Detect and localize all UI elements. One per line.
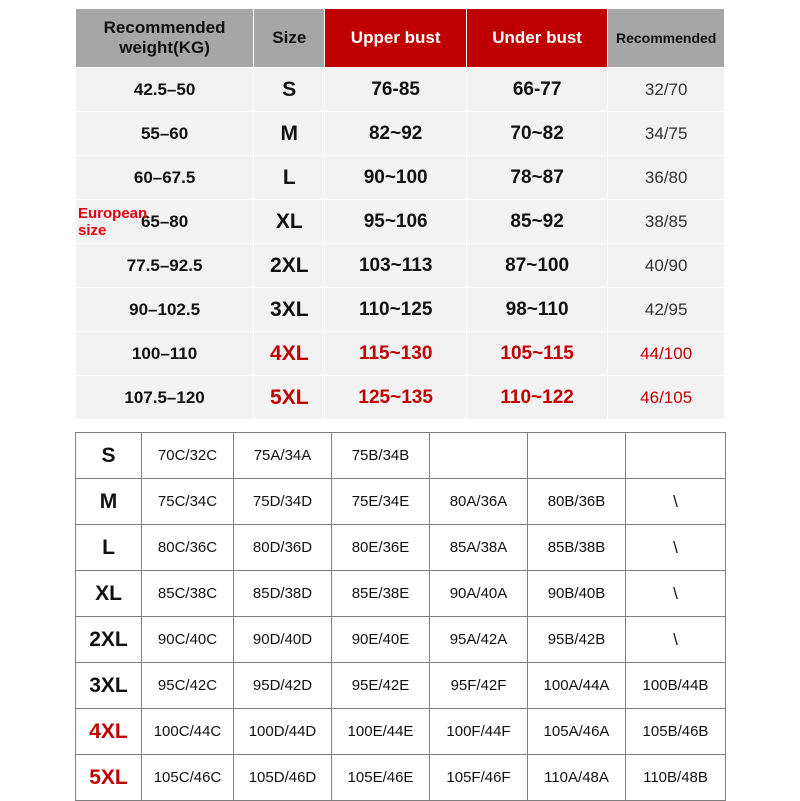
size-chart-cup-table xyxy=(75,432,726,801)
cell-recommended: 46/105 xyxy=(608,376,725,420)
header-under-bust: Under bust xyxy=(466,9,607,68)
cell-under-bust: 78~87 xyxy=(466,156,607,200)
cell-size: M xyxy=(76,479,142,525)
cell-size: 5XL xyxy=(254,376,325,420)
cell-upper-bust: 82~92 xyxy=(325,112,466,156)
header-upper-bust: Upper bust xyxy=(325,9,466,68)
header-size: Size xyxy=(254,9,325,68)
table-row xyxy=(76,200,725,244)
cell-cup: 100C/44C xyxy=(142,709,234,755)
cell-under-bust: 105~115 xyxy=(466,332,607,376)
cell-upper-bust: 115~130 xyxy=(325,332,466,376)
cell-cup: 105C/46C xyxy=(142,755,234,801)
cell-cup: 85E/38E xyxy=(332,571,430,617)
table-row xyxy=(76,112,725,156)
cell-cup: \ xyxy=(626,617,726,663)
cell-cup xyxy=(626,433,726,479)
table-row xyxy=(76,332,725,376)
cell-cup: 95E/42E xyxy=(332,663,430,709)
cell-cup: 90C/40C xyxy=(142,617,234,663)
european-size-label: European size xyxy=(78,205,148,240)
cell-cup: 100D/44D xyxy=(234,709,332,755)
table-row xyxy=(76,479,726,525)
table-row xyxy=(76,755,726,801)
size-chart-weight-table xyxy=(75,8,725,420)
cell-under-bust: 70~82 xyxy=(466,112,607,156)
cell-cup: 85C/38C xyxy=(142,571,234,617)
cell-size: XL xyxy=(254,200,325,244)
cell-upper-bust: 76-85 xyxy=(325,68,466,112)
cell-size: L xyxy=(76,525,142,571)
header-recommended: Recommended xyxy=(608,9,725,68)
cell-size: M xyxy=(254,112,325,156)
cell-cup: 75C/34C xyxy=(142,479,234,525)
cell-cup: 85D/38D xyxy=(234,571,332,617)
cell-cup: \ xyxy=(626,479,726,525)
cell-recommended: 44/100 xyxy=(608,332,725,376)
cell-weight: 100–110 xyxy=(76,332,254,376)
cell-under-bust: 66-77 xyxy=(466,68,607,112)
cell-size: 3XL xyxy=(254,288,325,332)
cell-cup: 80B/36B xyxy=(528,479,626,525)
cell-cup: 100A/44A xyxy=(528,663,626,709)
cell-size: 2XL xyxy=(254,244,325,288)
cell-upper-bust: 90~100 xyxy=(325,156,466,200)
cell-upper-bust: 103~113 xyxy=(325,244,466,288)
cell-cup: 75B/34B xyxy=(332,433,430,479)
cell-cup: 75A/34A xyxy=(234,433,332,479)
cell-size: S xyxy=(254,68,325,112)
cell-size: S xyxy=(76,433,142,479)
cell-size: 5XL xyxy=(76,755,142,801)
cell-cup: 80A/36A xyxy=(430,479,528,525)
cell-weight: 65–80 xyxy=(76,200,254,244)
cell-cup: 95A/42A xyxy=(430,617,528,663)
table-row xyxy=(76,709,726,755)
table-row xyxy=(76,617,726,663)
cell-cup: 80D/36D xyxy=(234,525,332,571)
table-row xyxy=(76,68,725,112)
cell-cup xyxy=(528,433,626,479)
cell-cup: 95C/42C xyxy=(142,663,234,709)
cell-cup: 100E/44E xyxy=(332,709,430,755)
table-row xyxy=(76,244,725,288)
cell-cup: 90E/40E xyxy=(332,617,430,663)
table-header-row xyxy=(76,9,725,68)
cell-cup: 110A/48A xyxy=(528,755,626,801)
cell-cup: 85B/38B xyxy=(528,525,626,571)
cell-size: L xyxy=(254,156,325,200)
cell-upper-bust: 110~125 xyxy=(325,288,466,332)
table-row xyxy=(76,663,726,709)
cell-cup: \ xyxy=(626,525,726,571)
cell-recommended: 32/70 xyxy=(608,68,725,112)
cell-under-bust: 98~110 xyxy=(466,288,607,332)
cell-cup: 80E/36E xyxy=(332,525,430,571)
cell-under-bust: 87~100 xyxy=(466,244,607,288)
cell-size: 2XL xyxy=(76,617,142,663)
header-recommended-weight: Recommended weight(KG) xyxy=(76,9,254,68)
cell-cup: 80C/36C xyxy=(142,525,234,571)
cell-upper-bust: 125~135 xyxy=(325,376,466,420)
cell-cup: 95B/42B xyxy=(528,617,626,663)
cell-cup: 90D/40D xyxy=(234,617,332,663)
cell-recommended: 36/80 xyxy=(608,156,725,200)
cell-cup: 100B/44B xyxy=(626,663,726,709)
cell-cup: 110B/48B xyxy=(626,755,726,801)
cell-cup: 90B/40B xyxy=(528,571,626,617)
cell-under-bust: 85~92 xyxy=(466,200,607,244)
cell-size: 4XL xyxy=(76,709,142,755)
cell-cup: 105A/46A xyxy=(528,709,626,755)
cell-cup: 95F/42F xyxy=(430,663,528,709)
cell-cup: 95D/42D xyxy=(234,663,332,709)
table-row xyxy=(76,525,726,571)
cell-recommended: 34/75 xyxy=(608,112,725,156)
cell-cup xyxy=(430,433,528,479)
table-row xyxy=(76,156,725,200)
cell-cup: 105F/46F xyxy=(430,755,528,801)
cell-size: XL xyxy=(76,571,142,617)
table-row xyxy=(76,433,726,479)
cell-cup: 105D/46D xyxy=(234,755,332,801)
cell-under-bust: 110~122 xyxy=(466,376,607,420)
cell-weight: 90–102.5 xyxy=(76,288,254,332)
cell-recommended: 38/85 xyxy=(608,200,725,244)
cell-cup: \ xyxy=(626,571,726,617)
cell-weight: 107.5–120 xyxy=(76,376,254,420)
table-row xyxy=(76,376,725,420)
cell-upper-bust: 95~106 xyxy=(325,200,466,244)
cell-cup: 85A/38A xyxy=(430,525,528,571)
table-row xyxy=(76,571,726,617)
cell-cup: 105E/46E xyxy=(332,755,430,801)
cell-cup: 105B/46B xyxy=(626,709,726,755)
cell-size: 4XL xyxy=(254,332,325,376)
cell-recommended: 40/90 xyxy=(608,244,725,288)
cell-cup: 75D/34D xyxy=(234,479,332,525)
cell-weight: 77.5–92.5 xyxy=(76,244,254,288)
cell-size: 3XL xyxy=(76,663,142,709)
table-row xyxy=(76,288,725,332)
cell-recommended: 42/95 xyxy=(608,288,725,332)
cell-cup: 100F/44F xyxy=(430,709,528,755)
cell-cup: 70C/32C xyxy=(142,433,234,479)
cell-weight: 60–67.5 xyxy=(76,156,254,200)
cell-weight: 55–60 xyxy=(76,112,254,156)
cell-weight: 42.5–50 xyxy=(76,68,254,112)
cell-cup: 90A/40A xyxy=(430,571,528,617)
cell-cup: 75E/34E xyxy=(332,479,430,525)
